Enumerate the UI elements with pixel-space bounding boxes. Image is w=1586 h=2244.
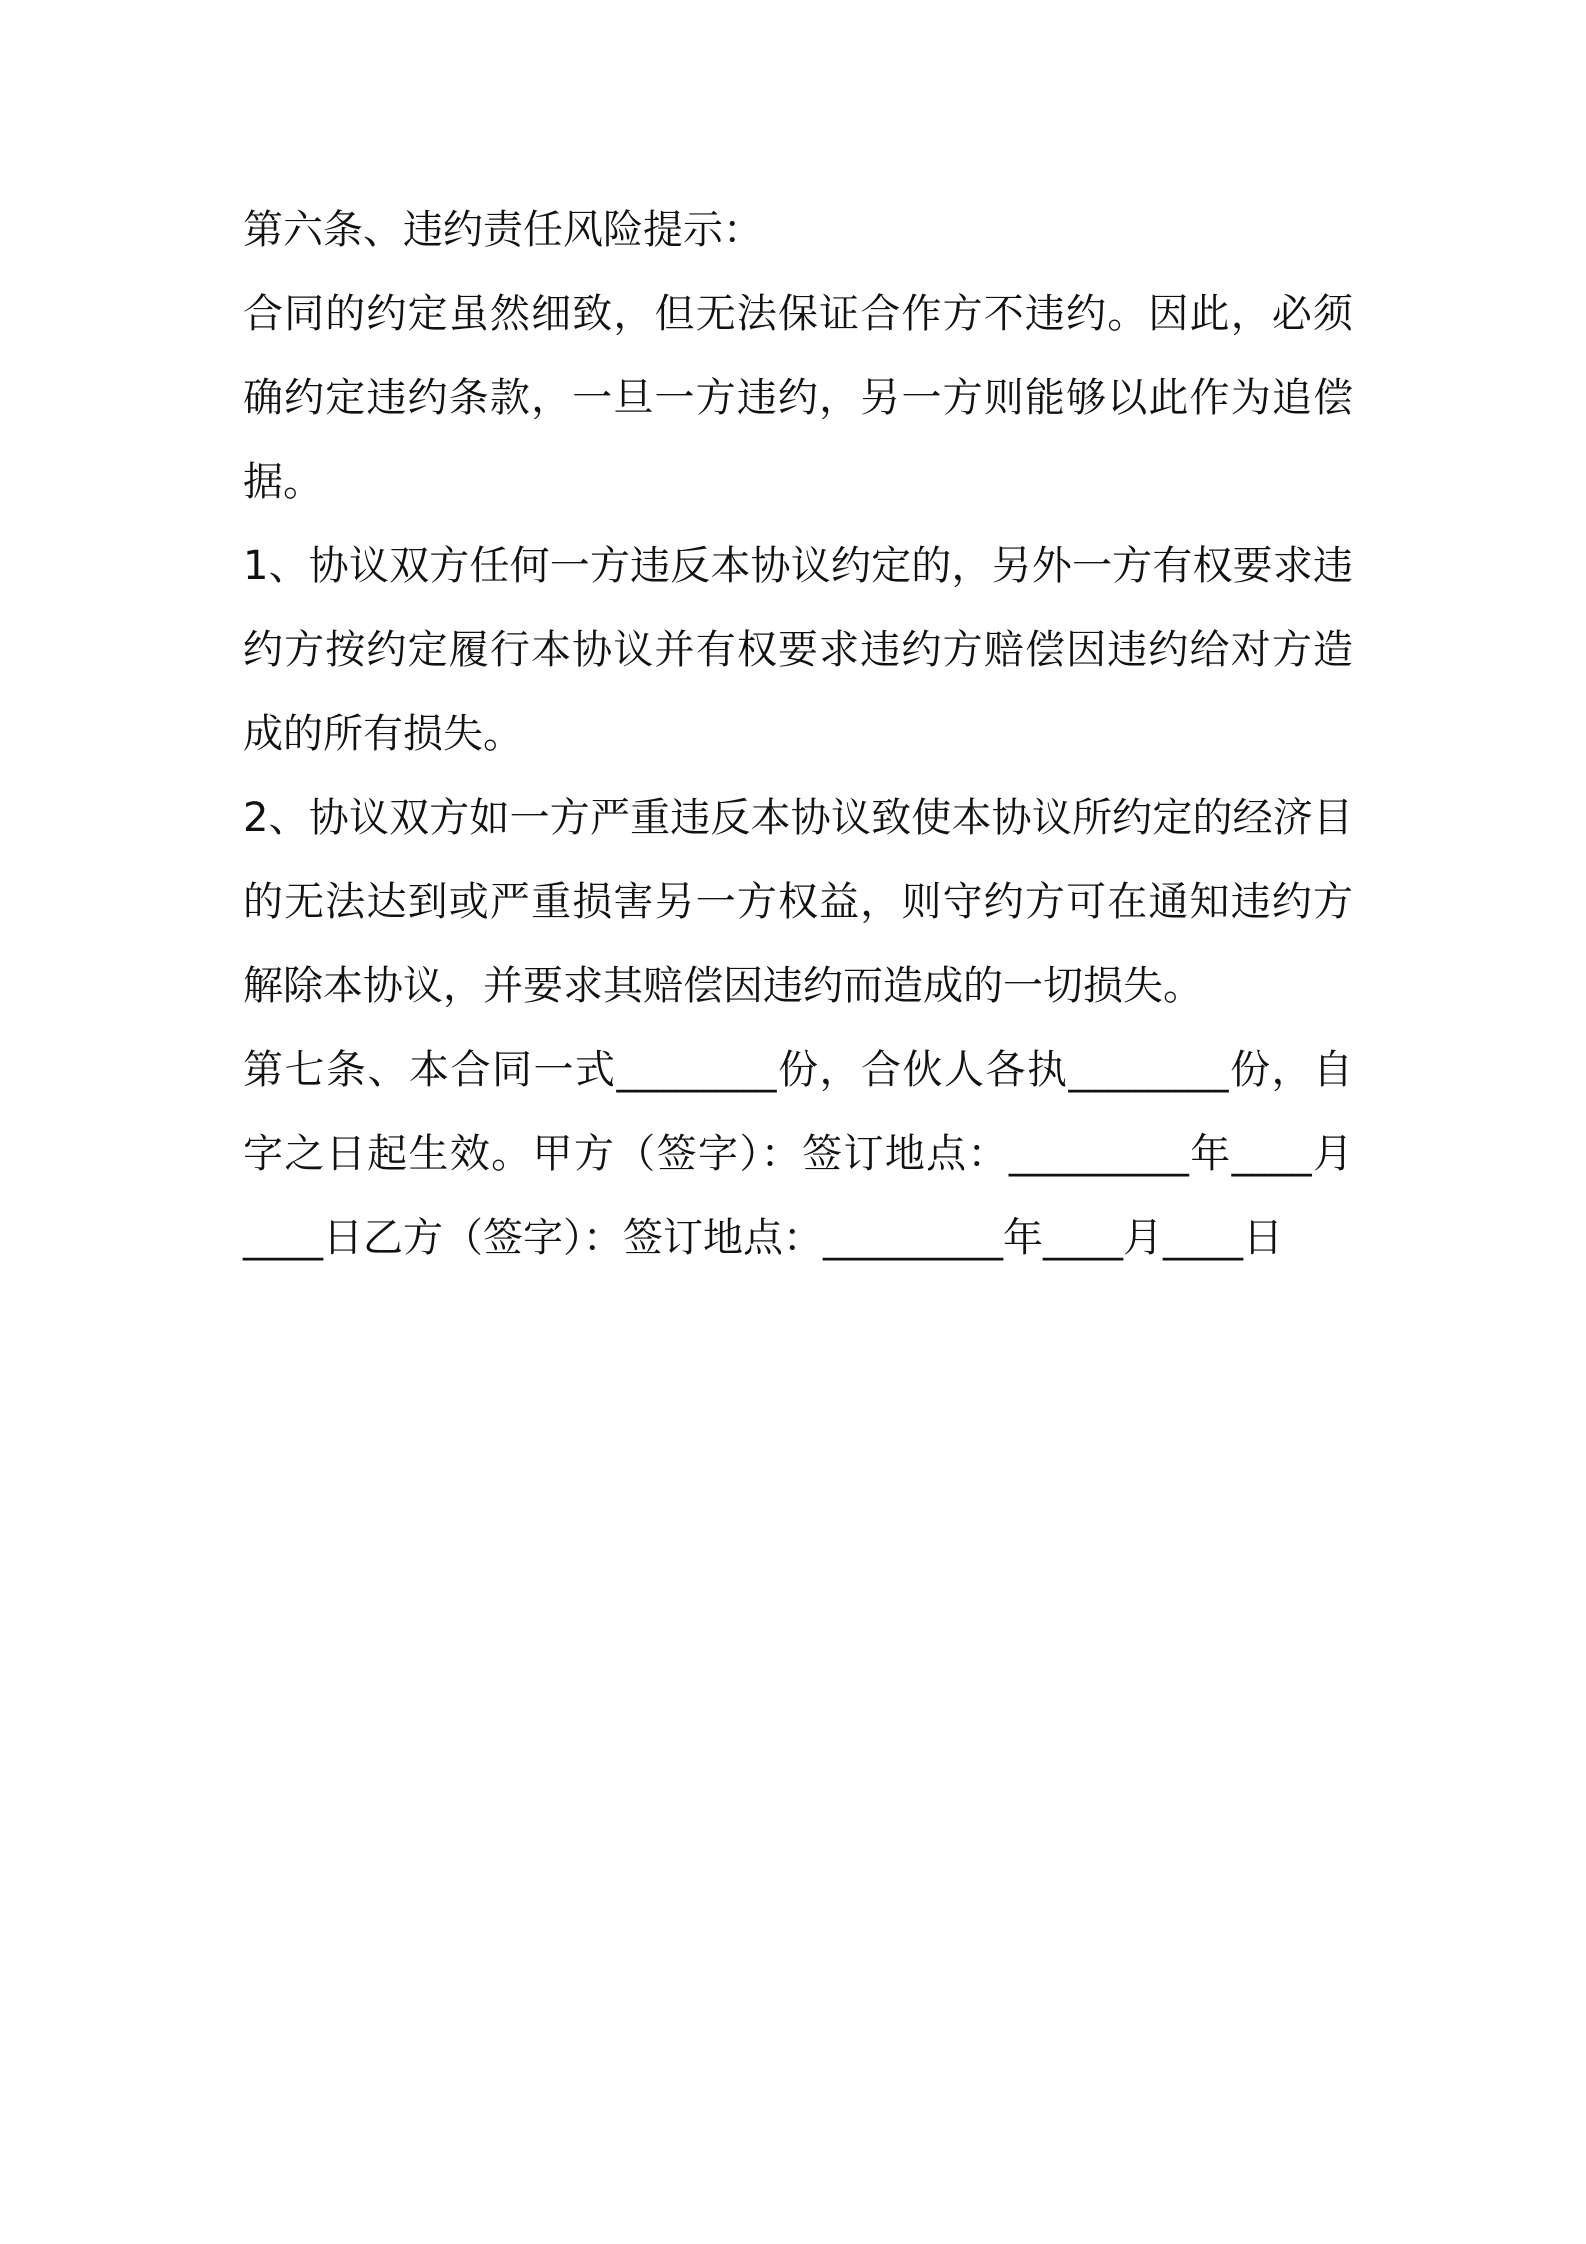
document-body [243,188,1353,1280]
clause-1-line: 1、协议双方任何一方违反本协议约定的，另外一方有权要求违 [243,543,1353,589]
paragraph-line: 合同的约定虽然细致，但无法保证合作方不违约。因此，必须 [243,291,1353,337]
clause-2-line: 2、协议双方如一方严重违反本协议致使本协议所约定的经济目 [243,795,1353,841]
signature-line: ____日乙方（签字）：签订地点：_________年____月____日 [243,1215,1283,1261]
clause-1-line: 成的所有损失。 [243,711,523,757]
clause-2-line: 解除本协议，并要求其赔偿因违约而造成的一切损失。 [243,963,1203,1009]
clause-1-line: 约方按约定履行本协议并有权要求违约方赔偿因违约给对方造 [243,627,1353,673]
paragraph-line: 确约定违约条款，一旦一方违约，另一方则能够以此作为追偿 [243,375,1353,421]
article-7-line: 字之日起生效。甲方（签字）：签订地点：_________年____月 [243,1131,1353,1177]
article-7-line: 第七条、本合同一式________份，合伙人各执________份，自 [243,1047,1353,1093]
clause-2-line: 的无法达到或严重损害另一方权益，则守约方可在通知违约方 [243,879,1353,925]
article-6-heading: 第六条、违约责任风险提示： [243,207,763,253]
paragraph-line: 据。 [243,459,323,505]
